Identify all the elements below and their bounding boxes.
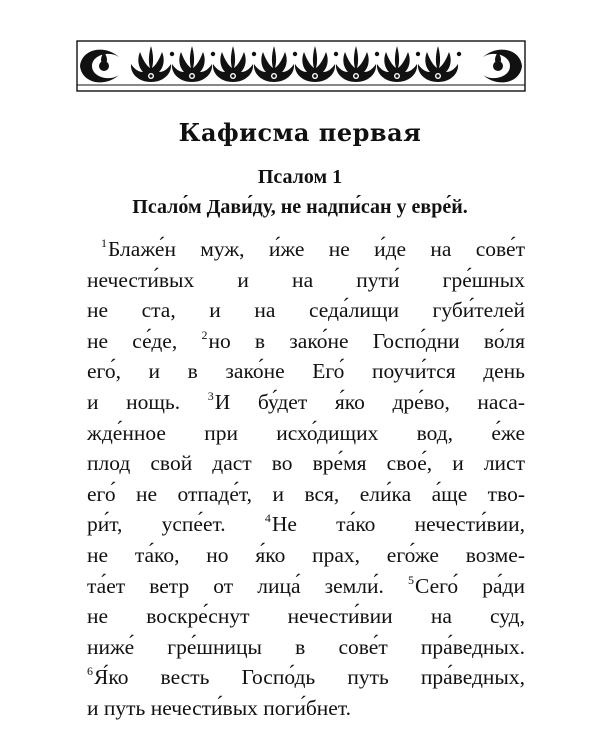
psalm-superscription: Псало́м Дави́ду, не надпи́сан у евре́й.: [132, 196, 468, 218]
text-line: не се́де, $^2$но в зако́не Госпо́дни во́ля: [87, 327, 525, 353]
verse-number: 3: [207, 388, 214, 403]
verse-number: 4: [264, 511, 271, 526]
verse-number: 5: [407, 572, 414, 587]
text-line: плод свой даст во вре́мя свое́, и лист: [87, 451, 525, 476]
text-line: ри́т, успе́ет. $^4$Не та́ко нечести́вии,: [87, 511, 526, 537]
text-line: $^1$Блаже́н муж, и́же не и́де на сове́т: [101, 236, 525, 261]
text-line: жде́нное при исхо́дищих вод, е́же: [87, 420, 525, 445]
text-line: его́, и в зако́не Его́ поучи́тся день: [87, 359, 525, 384]
verse-number: 2: [201, 327, 208, 342]
text-line: нечести́вых и на пути́ гре́шных: [87, 267, 525, 292]
kathisma-title: Кафисма первая: [178, 118, 422, 147]
psalm-text: [87, 234, 525, 724]
verse-number: 1: [101, 236, 107, 250]
text-line: и нощь. $^3$И бу́дет я́ко дре́во, наса-: [87, 388, 525, 414]
text-line: не ста, и на седа́лищи губи́телей: [87, 298, 525, 323]
verse-number: 6: [87, 664, 93, 679]
psalm-number: Псалом 1: [257, 166, 343, 188]
text-line: и путь нечести́вых поги́бнет.: [87, 695, 352, 720]
text-line: та́ет ветр от лица́ земли́. $^5$Сего́ ра́ди: [87, 572, 525, 598]
text-line: $^6$Я́ко весть Госпо́дь путь пра́ведных,: [87, 664, 525, 690]
text-line: ниже́ гре́шницы в сове́т пра́ведных.: [87, 634, 525, 659]
text-line: его́ не отпаде́т, и вся, ели́ка а́ще тво-: [87, 481, 525, 506]
text-line: не воскре́снут нечести́вии на суд,: [87, 604, 525, 629]
ornamental-headpiece: [76, 40, 526, 92]
text-line: не та́ко, но я́ко прах, его́же возме-: [87, 542, 525, 567]
